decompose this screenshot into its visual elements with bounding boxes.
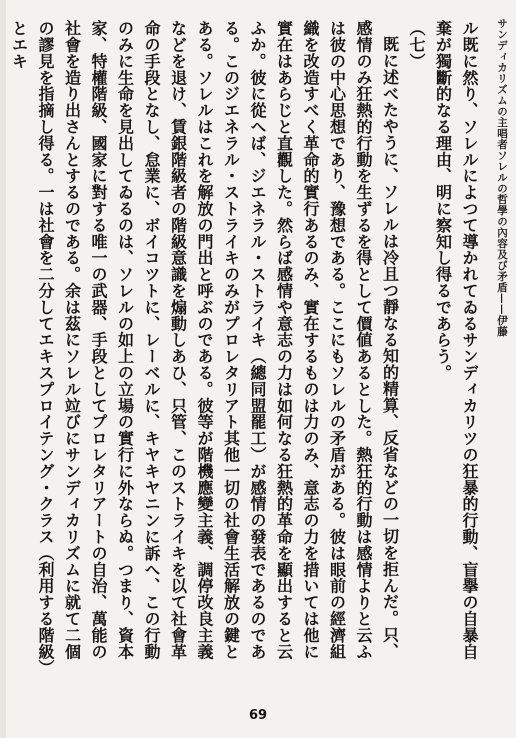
paragraph-main: 既に述べたやうに、ソレルは冷且つ靜なる知的精算、反省などの一切を拒んだ。只、感情のみ狂熱的行動を生ずるを得として價値あるとした。熱狂的行動は感情よりと云ふは彼の中心思想であり、豫想である。ここにもソレルの矛盾がある。彼は眼前の經濟組織を改造すべく革命的實行あるのみ、實在するものは力のみ、意志の力を措いては他に實在はあらじと直觀した。然らば感情や意志の力は如何なる狂熱的革命を顯出すると云ふか。彼に從へば、ジエネラル・ストライキ（總同盟罷工）が感情の發表であるのである。このジエネラル・ストライキのみがプロレタリアト其他一切の社會生活解放の鍵とある。ソレルはこれを解放の門出と呼ぶのである。彼等が階機應變主義、調停改良主義などを退け、賃銀階級者の階級意識を煽動しあひ、只管、このストライキを以て社會革命の手段となし、怠業に、ボイコツトに、レーベルに、キヤキヤニンに訴へ、この行動のみに生命を見出してゐるのは、ソレルの如上の立場の實行に外ならぬ。つまり、資本家、特權階級、國家に對する唯一の武器、手段としてプロレタリアートの自治、萬能の社會を造り出さんとするのである。余は茲にソレル竝びにサンディカリズムに就て二個の謬見を指摘し得る。一は社會を二分してエキスプロイテング・クラス（利用する階級）とエキ bbox=[9, 20, 400, 668]
paragraph-opening: ル既に然り、ソレルによつて導かれてゐるサンディカリツの狂暴的行動、盲擧の自暴自棄が獨斷的なる理由、明に察知し得るであらう。 bbox=[433, 20, 479, 660]
section-heading: （七） bbox=[407, 20, 426, 70]
page-number: 69 bbox=[248, 708, 268, 723]
running-head: サンディカリズムの主唱者ソレルの哲學の內容及び矛盾——伊藤 bbox=[496, 18, 508, 337]
body-text bbox=[9, 20, 482, 670]
